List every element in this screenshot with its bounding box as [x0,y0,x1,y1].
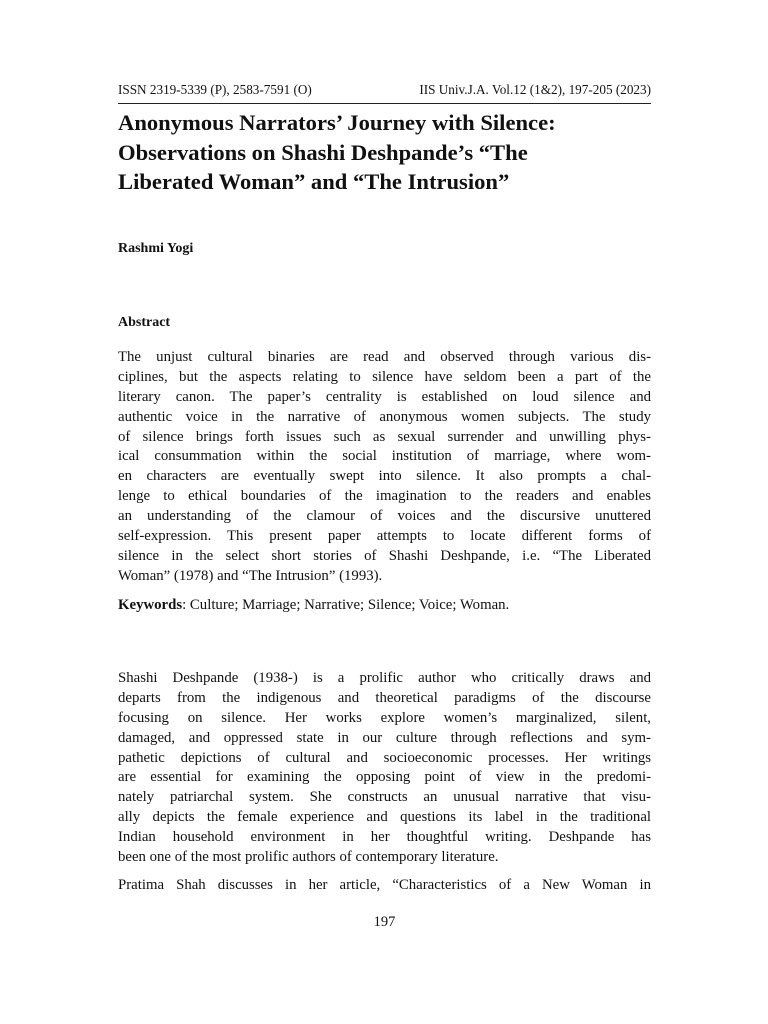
text-line: ally depicts the female experience and questions its label in the traditional [118,809,651,826]
keywords-list: : Culture; Marriage; Narrative; Silence; Voice; Woman. [182,597,510,613]
keywords-label: Keywords [118,597,183,613]
text-line: Indian household environment in her thoughtful writing. Deshpande has [118,829,651,846]
text-line: an understanding of the clamour of voices and the discursive unuttered [118,508,651,525]
title-line: Anonymous Narrators’ Journey with Silence: [118,110,556,135]
text-line: been one of the most prolific authors of contemporary literature. [118,849,499,866]
text-line: self-expression. This present paper attempts to locate different forms of [118,528,651,545]
paper-title [118,108,651,197]
author-name: Rashmi Yogi [118,241,194,256]
text-line: of silence brings forth issues such as sexual surrender and unwilling phys- [118,428,651,445]
text-line: focusing on silence. Her works explore women’s marginalized, silent, [118,709,651,726]
text-line: departs from the indigenous and theoretical paradigms of the discourse [118,689,651,706]
text-line: damaged, and oppressed state in our culture through reflections and sym- [118,729,651,746]
text-line: are essential for examining the opposing point of view in the predomi- [118,769,651,786]
body-paragraph [118,876,651,896]
text-line: silence in the select short stories of Shashi Deshpande, i.e. “The Liberated [118,547,651,564]
title-line: Liberated Woman” and “The Intrusion” [118,169,510,194]
text-line: authentic voice in the narrative of anonymous women subjects. The study [118,408,651,425]
title-line: Observations on Shashi Deshpande’s “The [118,139,528,165]
issn-text: ISSN 2319-5339 (P), 2583-7591 (O) [118,82,312,97]
header-divider [118,103,651,104]
text-line: ciplines, but the aspects relating to silence have seldom been a part of the [118,368,651,385]
keywords [118,595,651,615]
abstract-text [118,348,651,587]
paper-page [118,0,651,1024]
text-line: lenge to ethical boundaries of the imagination to the readers and enables [118,488,651,505]
text-line: The unjust cultural binaries are read and observed through various dis- [118,349,651,365]
text-line: Pratima Shah discusses in her article, “Characteristics of a New Woman in [118,877,651,893]
text-line: en characters are eventually swept into silence. It also prompts a chal- [118,468,651,485]
page-number: 197 [373,914,396,930]
journal-citation: IIS Univ.J.A. Vol.12 (1&2), 197-205 (2023) [419,82,651,97]
text-line: literary canon. The paper’s centrality is established on loud silence and [118,388,651,405]
text-line: Woman” (1978) and “The Intrusion” (1993). [118,567,383,584]
running-header [118,81,651,99]
text-line: ical consummation within the social institution of marriage, where wom- [118,448,651,465]
abstract-heading: Abstract [118,315,171,330]
text-line: nately patriarchal system. She constructs an unusual narrative that visu- [118,789,651,806]
text-line: Shashi Deshpande (1938-) is a prolific author who critically draws and [118,670,651,686]
body-paragraph [118,669,651,868]
text-line: pathetic depictions of cultural and socioeconomic processes. Her writings [118,749,651,766]
